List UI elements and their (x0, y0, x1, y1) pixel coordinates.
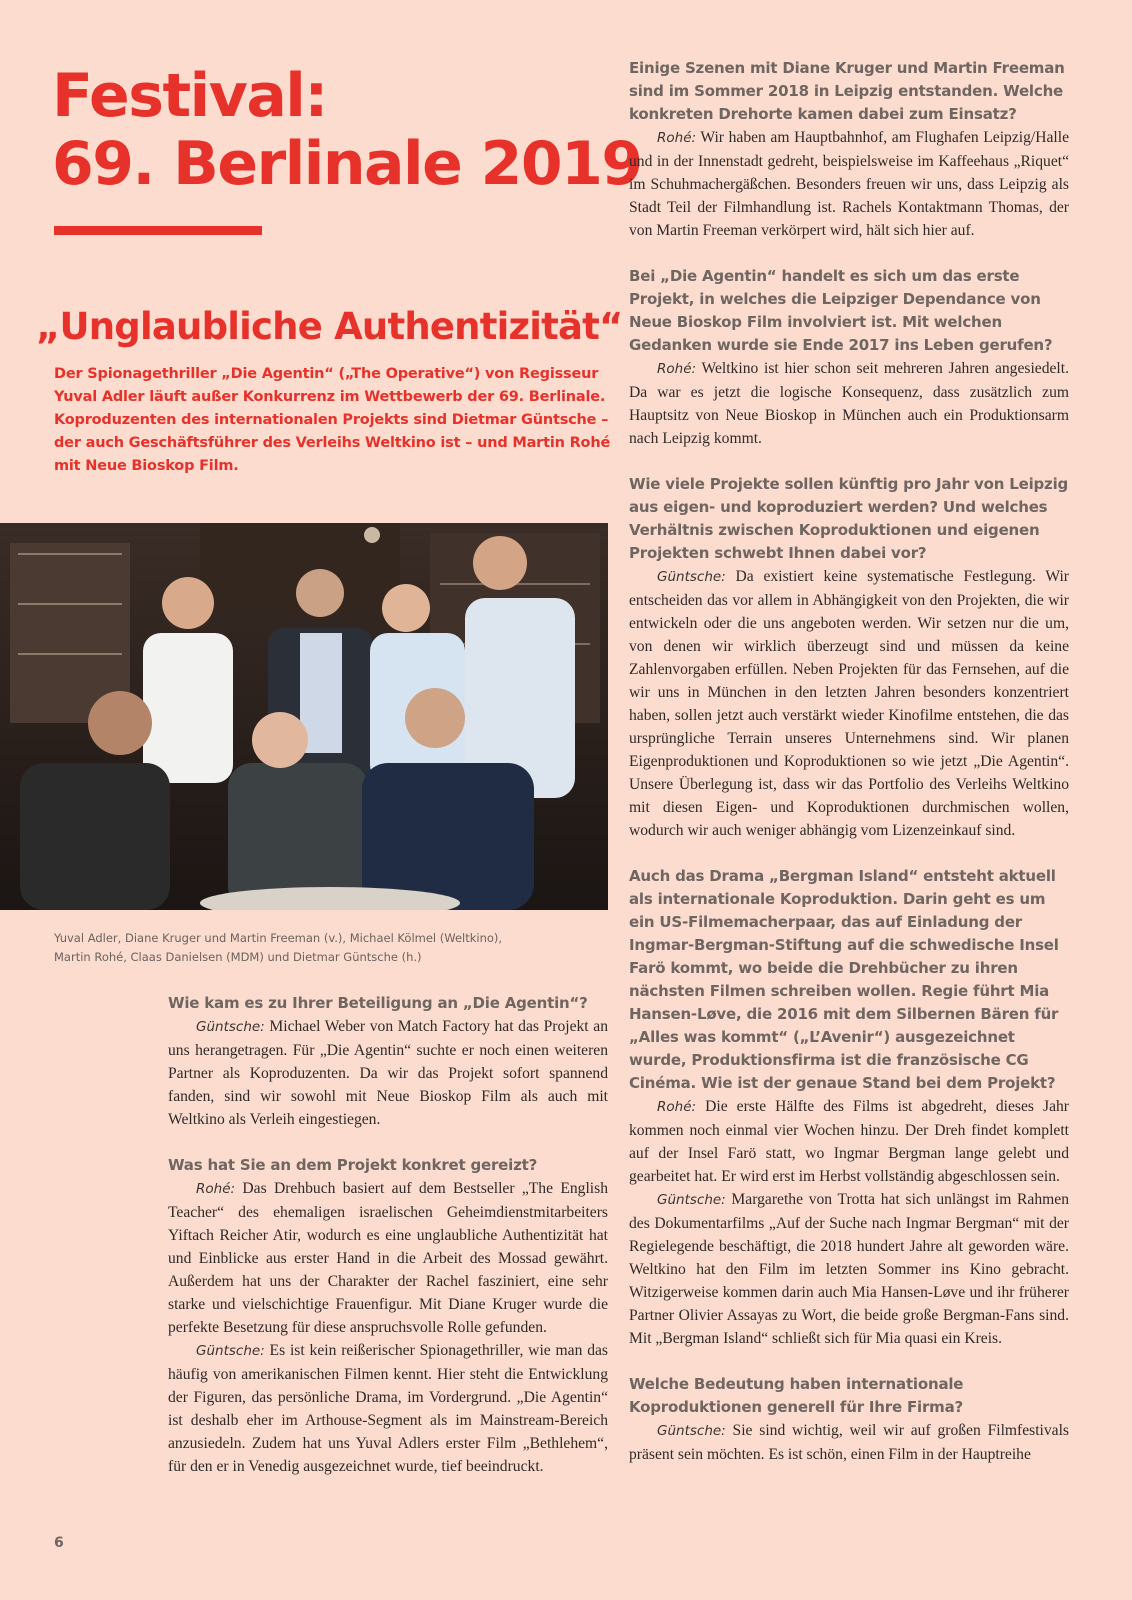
answer-speaker: Güntsche: (657, 1192, 726, 1208)
paragraph-gap (629, 450, 1069, 473)
answer-speaker: Güntsche: (196, 1343, 265, 1359)
photo-caption-line2: Martin Rohé, Claas Danielsen (MDM) und Dietmar Güntsche (h.) (54, 950, 422, 964)
interview-answer: Güntsche: Margarethe von Trotta hat sich unlängst im Rahmen des Dokumentarfilms „Auf der Suche nach Ingmar Bergman“ mit der Regielegende beschäftigt, die 2018 hundert Jahre alt geworden wäre. Weltkino hat den Film im letzten Sommer ins Kino gebracht. Witzigerweise kommen darin auch Mia Hansen-Løve und ihr früherer Partner Olivier Assayas zu Wort, die beide große Bergman-Fans sind. Mit „Bergman Island“ schließt sich für Mia quasi ein Kreis. (629, 1191, 1069, 1347)
interview-answer: Güntsche: Sie sind wichtig, weil wir auf großen Filmfestivals präsent sein möchten. Es ist schön, einen Film in der Hauptreihe (629, 1422, 1069, 1463)
interview-question: Auch das Drama „Bergman Island“ entsteht aktuell als internationale Koproduktion. Darin geht es um ein US-Filmemacherpaar, das auf Einladung der Ingmar-Bergman-Stiftung auf die schwedische Insel Farö kommt, wo beide die Drehbücher zu ihren nächsten Filmen schreiben wollen. Regie führt Mia Hansen-Løve, die 2016 mit dem Silbernen Bären für „Alles was kommt“ („L’Avenir“) ausgezeichnet wurde, Produktionsfirma ist die französische CG Cinéma. Wie ist der genaue Stand bei dem Projekt? (629, 867, 1059, 1092)
answer-speaker: Güntsche: (657, 569, 726, 585)
section-headline-line2: 69. Berlinale 2019 (52, 129, 642, 199)
article-lead: Der Spionagethriller „Die Agentin“ („The Operative“) von Regisseur Yuval Adler läuft außer Konkurrenz im Wettbewerb der 69. Berlinale. Koproduzenten des internationalen Projekts sind Dietmar Güntsche – der auch Geschäftsführer des Verleihs Weltkino ist – und Martin Rohé mit Neue Bioskop Film. (54, 366, 611, 474)
group-photo (0, 523, 608, 910)
paragraph-gap (629, 1350, 1069, 1373)
section-headline-line1: Festival: (52, 61, 327, 131)
interview-answer: Rohé: Weltkino ist hier schon seit mehreren Jahren angesiedelt. Da war es jetzt die logische Konsequenz, dass zusätzlich zum Hauptsitz von Neue Bioskop in München auch ein Produktionsarm nach Leipzig kommt. (629, 360, 1069, 447)
paragraph-gap (168, 1131, 608, 1154)
interview-question: Wie kam es zu Ihrer Beteiligung an „Die Agentin“? (168, 994, 588, 1012)
answer-speaker: Güntsche: (657, 1423, 726, 1439)
interview-column-left (168, 992, 608, 1478)
paragraph-gap (629, 242, 1069, 265)
paragraph-gap (629, 842, 1069, 865)
page-number: 6 (54, 1535, 64, 1551)
interview-question: Was hat Sie an dem Projekt konkret gereizt? (168, 1156, 538, 1174)
interview-question: Welche Bedeutung haben internationale Koproduktionen generell für Ihre Firma? (629, 1375, 964, 1416)
headline-underline (54, 226, 262, 235)
answer-speaker: Rohé: (196, 1181, 236, 1197)
answer-speaker: Güntsche: (196, 1019, 265, 1035)
interview-answer: Güntsche: Da existiert keine systematische Festlegung. Wir entscheiden das vor allem in Abhängigkeit von den Projekten, die wir entwickeln oder die uns angeboten werden. Wir setzen nur die um, von denen wir wirklich überzeugt sind und müssen da keine Zahlenvorgaben erfüllen. Neben Projekten für das Fernsehen, auf die wir uns in München in den letzten Jahren besonders konzentriert haben, sollen jetzt auch verstärkt wieder Kinofilme entstehen, die das ursprüngliche Terrain unseres Unternehmens sind. Wir planen Eigenproduktionen und Koproduktionen so wie jetzt „Die Agentin“. Unsere Überlegung ist, dass wir das Portfolio des Verleihs Weltkino mit diesen Eigen- und Koproduktionen durchmischen wollen, wodurch wir auch weniger abhängig vom Lizenzeinkauf sind. (629, 568, 1069, 839)
interview-answer: Rohé: Die erste Hälfte des Films ist abgedreht, dieses Jahr kommen noch einmal vier Wochen hinzu. Der Dreh findet komplett auf der Insel Farö statt, wo Ingmar Bergman lange gelebt und gearbeitet hat. Er wird erst im Herbst vollständig abgeschlossen sein. (629, 1098, 1069, 1185)
group-photo-illustration (0, 523, 608, 910)
interview-answer: Güntsche: Es ist kein reißerischer Spionagethriller, wie man das häufig von amerikanischen Filmen kennt. Hier steht die Entwicklung der Figuren, das persönliche Drama, im Vordergrund. „Die Agentin“ ist deshalb eher im Arthouse-Segment als im Mainstream-Bereich anzusiedeln. Zudem hat uns Yuval Adlers erster Film „Bethlehem“, für den er in Venedig ausgezeichnet wurde, tief beeindruckt. (168, 1342, 608, 1475)
photo-caption (54, 929, 614, 967)
answer-speaker: Rohé: (657, 130, 697, 146)
photo-caption-line1: Yuval Adler, Diane Kruger und Martin Freeman (v.), Michael Kölmel (Weltkino), (54, 931, 503, 945)
interview-answer: Rohé: Wir haben am Hauptbahnhof, am Flughafen Leipzig/Halle und in der Innenstadt gedreht, beispielsweise im Kaffeehaus „Riquet“ im Schuhmachergäßchen. Besonders freuen wir uns, dass Leipzig als Stadt Teil der Filmhandlung ist. Rachels Kontaktmann Thomas, der von Martin Freeman verkörpert wird, hält sich hier auf. (629, 129, 1069, 239)
interview-question: Bei „Die Agentin“ handelt es sich um das erste Projekt, in welches die Leipziger Dependance von Neue Bioskop Film involviert ist. Mit welchen Gedanken wurde sie Ende 2017 ins Leben gerufen? (629, 267, 1053, 354)
interview-question: Einige Szenen mit Diane Kruger und Martin Freeman sind im Sommer 2018 in Leipzig entstanden. Welche konkreten Drehorte kamen dabei zum Einsatz? (629, 59, 1065, 123)
interview-answer: Güntsche: Michael Weber von Match Factory hat das Projekt an uns herangetragen. Für „Die Agentin“ suchte er noch einen weiteren Partner als Koproduzenten. Da wir das Projekt sofort spannend fanden, sind wir sowohl mit Neue Bioskop Film als auch mit Weltkino als Verleih eingestiegen. (168, 1018, 608, 1128)
article-title: „Unglaubliche Authentizität“ (36, 305, 623, 348)
interview-question: Wie viele Projekte sollen künftig pro Jahr von Leipzig aus eigen- und koproduziert werden? Und welches Verhältnis zwischen Koproduktionen und eigenen Projekten schwebt Ihnen dabei vor? (629, 475, 1069, 562)
answer-speaker: Rohé: (657, 1099, 697, 1115)
section-headline (52, 61, 642, 199)
interview-answer: Rohé: Das Drehbuch basiert auf dem Bestseller „The English Teacher“ des ehemaligen israelischen Geheimdienstmitarbeiters Yiftach Reicher Atir, wodurch es eine unglaubliche Authentizität hat und Einblicke aus erster Hand in die Arbeit des Mossad gewährt. Außerdem hat uns der Charakter der Rachel fasziniert, eine sehr starke und vielschichtige Frauenfigur. Mit Diane Kruger wurde die perfekte Besetzung für diese anspruchsvolle Rolle gefunden. (168, 1180, 608, 1336)
interview-column-right (629, 57, 1069, 1466)
answer-speaker: Rohé: (657, 361, 697, 377)
